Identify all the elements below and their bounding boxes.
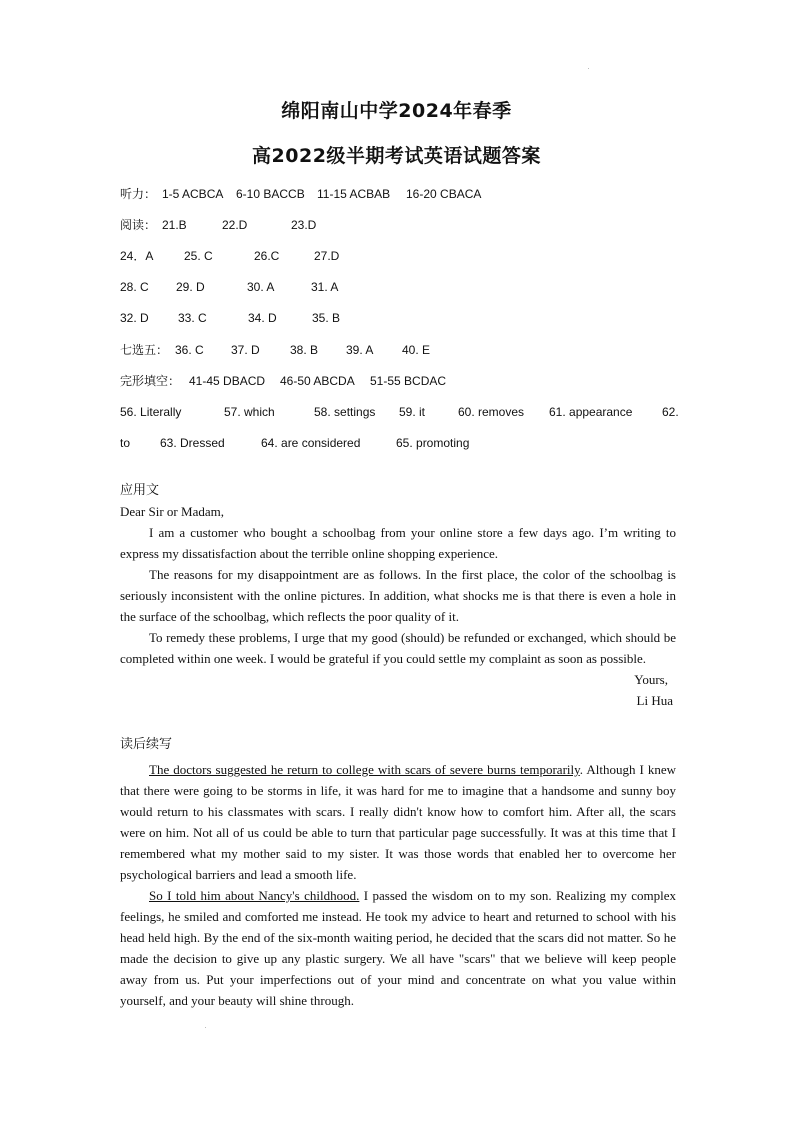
reading-answer: 34. D [248,311,277,325]
listening-group: 6-10 BACCB [236,187,305,201]
seven-answer: 38. B [290,343,319,357]
scan-speck [588,68,589,69]
reading-answer: 30. A [247,280,275,294]
given-opening-sentence: The doctors suggested he return to college with scars of severe burns temporarily [149,762,580,777]
letter-closing: Yours, [634,672,668,687]
grammar-answer: 58. settings [314,405,376,419]
reading-answer: 22.D [222,218,248,232]
cloze-label: 完形填空： [120,374,181,388]
page-title-exam: 高2022级半期考试英语试题答案 [252,145,541,167]
seven-answer: 37. D [231,343,260,357]
grammar-answer: 63. Dressed [160,436,225,450]
given-opening-sentence: So I told him about Nancy's childhood. [149,888,360,903]
reading-answer: 21.B [162,218,187,232]
seven-answer: 39. A [346,343,374,357]
listening-group: 1-5 ACBCA [162,187,224,201]
cloze-group: 41-45 DBACD [189,374,266,388]
grammar-answer: 59. it [399,405,426,419]
seven-answer: 40. E [402,343,431,357]
continuation-writing-section [120,734,676,1011]
seven-answer: 36. C [175,343,204,357]
practical-writing-section [120,480,676,711]
paragraph-body: . Although I knew that there were going to be storms in life, it was hard for me to imagine that a handsome and sunny boy would return to his classmates with scars. I really didn't know how to comfort him. After all, the scars were on him. Not all of us could be able to turn that particular page successfully. It was at this time that I remembered what my mother said to my sister. It was those words that enabled her to overcome her psychological barriers and lead a smooth life. [120,762,676,882]
page-title-school: 绵阳南山中学2024年春季 [281,100,512,122]
reading-answer: 28. C [120,280,149,294]
letter-paragraph: The reasons for my disappointment are as follows. In the first place, the color of the schoolbag is seriously inconsistent with the online pictures. In addition, what shocks me is that there is even a hole in the surface of the schoolbag, which reflects the poor quality of it. [120,567,676,624]
grammar-answer: 57. which [224,405,275,419]
grammar-answer: 56. Literally [120,405,182,419]
grammar-answer: 65. promoting [396,436,470,450]
listening-label: 听力： [120,187,157,201]
continuation-paragraph [120,885,676,1011]
continuation-paragraph [120,759,676,885]
reading-answer: 33. C [178,311,207,325]
letter-paragraph: To remedy these problems, I urge that my good (should) be refunded or exchanged, which should be completed within one week. I would be grateful if you could settle my complaint as soon as possible. [120,630,676,666]
cloze-group: 46-50 ABCDA [280,374,355,388]
reading-answer: 24．A [120,249,154,263]
reading-row [120,217,156,233]
reading-answer: 27.D [314,249,340,263]
grammar-answer: 61. appearance [549,405,633,419]
seven-choose-five-row [120,342,168,358]
reading-answer: 29. D [176,280,205,294]
listening-row [120,186,156,202]
grammar-answer: to [120,436,131,450]
letter-greeting: Dear Sir or Madam, [120,504,224,519]
reading-label: 阅读： [120,218,157,232]
listening-group: 16-20 CBACA [406,187,482,201]
practical-writing-heading: 应用文 [120,483,160,498]
cloze-group: 51-55 BCDAC [370,374,447,388]
continuation-heading: 读后续写 [120,737,173,752]
listening-group: 11-15 ACBAB [317,187,391,201]
scan-speck [205,1027,206,1028]
letter-signature: Li Hua [636,693,673,708]
reading-answer: 26.C [254,249,280,263]
reading-answer: 35. B [312,311,341,325]
reading-answer: 31. A [311,280,339,294]
grammar-answer: 62. [662,405,679,419]
reading-answer: 25. C [184,249,213,263]
grammar-answer: 64. are considered [261,436,361,450]
seven-choose-five-label: 七选五： [120,343,169,357]
cloze-row [120,373,180,389]
reading-answer: 32. D [120,311,149,325]
letter-paragraph: I am a customer who bought a schoolbag from your online store a few days ago. I’m writing to express my dissatisfaction about the terrible online shopping experience. [120,525,676,561]
grammar-answer: 60. removes [458,405,525,419]
reading-answer: 23.D [291,218,317,232]
paragraph-body: I passed the wisdom on to my son. Realizing my complex feelings, he smiled and comforted me instead. He took my advice to heart and returned to school with his head held high. By the end of the six-month waiting period, he decided that the scars did not matter. So he made the decision to give up any plastic surgery. We all have "scars" that we believe will keep people away from us. Put your imperfections out of your mind and concentrate on what you value within yourself, and your beauty will shine through. [120,888,677,1008]
